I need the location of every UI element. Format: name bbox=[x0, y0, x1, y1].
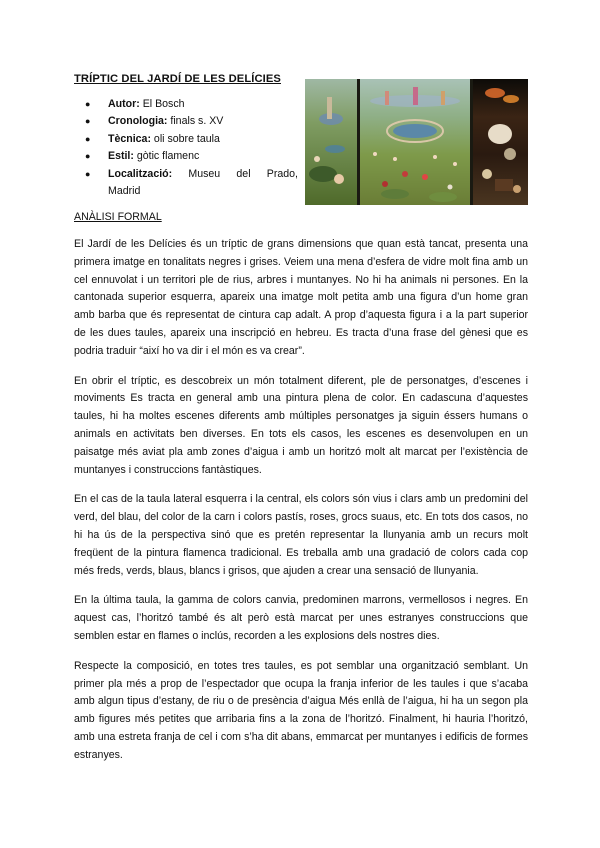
paragraph: En obrir el tríptic, es descobreix un món totalment diferent, ple de personatges, d’escenes i moviments Es tracta en general amb una pintura plena de color. En cadascuna d’aquestes taules, hi ha moltes escenes diferents amb múltiples personatges ja siguin éssers humans o animals en activitats ben diverses. En tots els casos, les escenes es desenvolupen en un paisatge més aviat pla amb zones d’aigua i amb un horitzó molt alt marcat per l’existència de muntanyes i construccions fantàstiques. bbox=[74, 374, 528, 476]
fact-location: ● Localització: Museu del Prado, bbox=[74, 166, 298, 183]
triptych-painting-image bbox=[305, 79, 528, 205]
body-text bbox=[74, 236, 528, 777]
paragraph: El Jardí de les Delícies és un tríptic de grans dimensions que quan està tancat, presenta una primera imatge en tonalitats negres i grises. Veiem una mena d’esfera de vidre molt fina amb un cel ennuvolat i un territori ple de rius, arbres i muntanyes. No hi ha animals ni persones. En la cantonada superior esquerra, apareix una imatge molt petita amb una figura d’un home gran amb barba que és representat de cintura cap adalt. A prop d’aquesta figura i a la part superior de les dues taules, apareix una inscripció en hebreu. Es tracta d’una frase del gènesi que es podria traduir “així ho va dir i el món es va crear”. bbox=[74, 238, 528, 357]
fact-style: ● Estil: gòtic flamenc bbox=[74, 148, 298, 165]
bullet-icon: ● bbox=[85, 133, 91, 144]
fact-chronology: ● Cronologia: finals s. XV bbox=[74, 113, 298, 130]
fact-author: ● Autor: El Bosch bbox=[74, 96, 298, 113]
bullet-icon: ● bbox=[85, 116, 91, 127]
section-heading-formal-analysis: ANÀLISI FORMAL bbox=[74, 211, 162, 223]
triptych-painting-icon bbox=[305, 79, 528, 205]
bullet-icon: ● bbox=[85, 168, 91, 179]
bullet-icon: ● bbox=[85, 99, 91, 109]
document-title: TRÍPTIC DEL JARDÍ DE LES DELÍCIES bbox=[74, 73, 281, 85]
paragraph: Respecte la composició, en totes tres taules, es pot semblar una organització semblant. Un primer pla més a prop de l’espectador que ocupa la franja inferior de les taules i que s’acaba amb algun tipus d’estany, de riu o de presència d’aigua Més enllà de l’aigua, hi ha un segon pla amb figures més petites que arribaria fins a la zona de l’horitzó. Finalment, hi hauria l’horitzó, amb una estreta franja de cel i com s’ha dit abans, emmarcat per muntanyes i edificis de formes estranyes. bbox=[74, 659, 528, 761]
fact-location-continued: Madrid bbox=[108, 185, 141, 198]
artwork-facts-list bbox=[74, 96, 298, 200]
paragraph: En el cas de la taula lateral esquerra i la central, els colors són vius i clars amb un predomini del verd, del blau, del color de la carn i colors pastís, roses, grocs suaus, etc. En tots dos casos, no hi ha ús de la perspectiva sinó que es pretén representar la llunyania amb un recurs molt freqüent de la pintura flamenca tradicional. Es treballa amb una gradació de colors cada cop més freds, verds, blaus, blancs i grisos, que ajuden a crear una sensació de llunyania. bbox=[74, 493, 528, 577]
paragraph: En la última taula, la gamma de colors canvia, predominen marrons, vermellosos i negres. En aquest cas, l’horitzó també és alt però està marcat per unes estranyes construccions que semblen estar en flames o inclús, recorden a les explosions dels nostres dies. bbox=[74, 594, 528, 642]
bullet-icon: ● bbox=[85, 151, 91, 162]
fact-technique: ● Tècnica: oli sobre taula bbox=[74, 131, 298, 148]
